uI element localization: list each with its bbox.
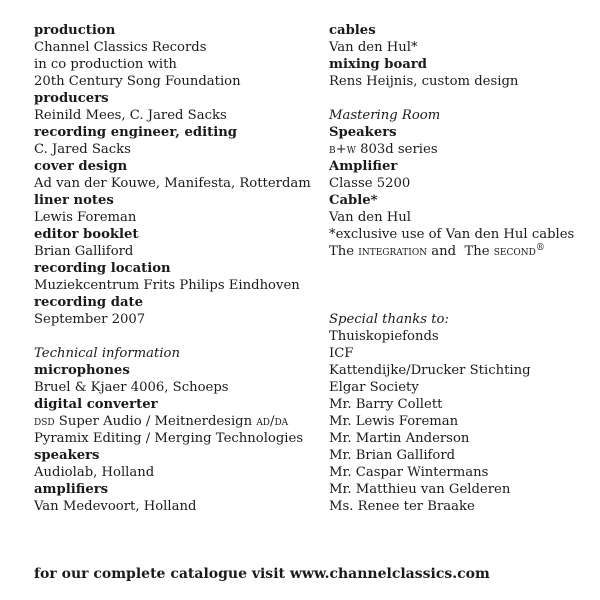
thanks-item: Ms. Renee ter Braake bbox=[329, 499, 475, 514]
production-heading: production bbox=[34, 23, 116, 38]
cover-design-value: Ad van der Kouwe, Manifesta, Rotterdam bbox=[34, 176, 311, 191]
thanks-item: Mr. Matthieu van Gelderen bbox=[329, 482, 511, 497]
mastering-amplifier-heading: Amplifier bbox=[329, 159, 398, 174]
cables-heading: cables bbox=[329, 23, 376, 38]
mastering-speakers-heading: Speakers bbox=[329, 125, 397, 140]
registered-mark: ® bbox=[535, 243, 545, 253]
spacer bbox=[329, 260, 589, 311]
thanks-item: Mr. Brian Galliford bbox=[329, 448, 456, 463]
engineer-heading: recording engineer, editing bbox=[34, 125, 238, 140]
catalogue-footer: for our complete catalogue visit www.channelclassics.com bbox=[34, 566, 490, 582]
production-line-1: Channel Classics Records bbox=[34, 40, 207, 55]
thanks-item: Mr. Caspar Wintermans bbox=[329, 465, 489, 480]
thanks-item: Mr. Barry Collett bbox=[329, 397, 443, 412]
liner-notes-heading: liner notes bbox=[34, 193, 114, 208]
speakers-value: Audiolab, Holland bbox=[34, 465, 155, 480]
production-line-2: in co production with bbox=[34, 57, 177, 72]
digital-converter-heading: digital converter bbox=[34, 397, 158, 412]
amplifiers-heading: amplifiers bbox=[34, 482, 109, 497]
engineer-value: C. Jared Sacks bbox=[34, 142, 131, 157]
thanks-item: Elgar Society bbox=[329, 380, 419, 395]
speakers-heading: speakers bbox=[34, 448, 100, 463]
editor-booklet-heading: editor booklet bbox=[34, 227, 139, 242]
bw-text: b+w bbox=[329, 142, 356, 157]
editing-value: Pyramix Editing / Merging Technologies bbox=[34, 431, 304, 446]
thanks-item: Thuiskopiefonds bbox=[329, 329, 439, 344]
production-line-3: 20th Century Song Foundation bbox=[34, 74, 241, 89]
technical-info-title: Technical information bbox=[34, 346, 180, 361]
thanks-list bbox=[329, 328, 589, 515]
recording-date-heading: recording date bbox=[34, 295, 143, 310]
second-text: second bbox=[493, 244, 536, 259]
mastering-speakers-value bbox=[329, 141, 589, 158]
thanks-item: Mr. Martin Anderson bbox=[329, 431, 470, 446]
integration-second-line bbox=[329, 243, 589, 260]
exclusive-note: *exclusive use of Van den Hul cables bbox=[329, 227, 575, 242]
mastering-amplifier-value: Classe 5200 bbox=[329, 176, 411, 191]
recording-location-value: Muziekcentrum Frits Philips Eindhoven bbox=[34, 278, 300, 293]
mixing-board-heading: mixing board bbox=[329, 57, 427, 72]
mixing-board-value: Rens Heijnis, custom design bbox=[329, 74, 519, 89]
special-thanks-title: Special thanks to: bbox=[329, 312, 449, 327]
thanks-item: Kattendijke/Drucker Stichting bbox=[329, 363, 531, 378]
digital-converter-value bbox=[34, 413, 319, 430]
and-the-text: and The bbox=[427, 244, 494, 259]
recording-location-heading: recording location bbox=[34, 261, 171, 276]
cables-value: Van den Hul* bbox=[329, 40, 418, 55]
series-text: 803d series bbox=[355, 142, 438, 157]
thanks-item: Mr. Lewis Foreman bbox=[329, 414, 459, 429]
recording-date-value: September 2007 bbox=[34, 312, 146, 327]
integration-text: integration bbox=[358, 244, 428, 259]
mastering-room-title: Mastering Room bbox=[329, 108, 441, 123]
spacer bbox=[329, 90, 589, 107]
spacer bbox=[34, 328, 319, 345]
the-text: The bbox=[329, 244, 359, 259]
left-column bbox=[34, 22, 319, 515]
cover-design-heading: cover design bbox=[34, 159, 128, 174]
converter-text: Super Audio / Meitnerdesign bbox=[54, 414, 257, 429]
ad-da-text: ad/da bbox=[256, 414, 289, 429]
thanks-item: ICF bbox=[329, 346, 354, 361]
microphones-heading: microphones bbox=[34, 363, 130, 378]
mastering-cable-heading: Cable* bbox=[329, 193, 378, 208]
producers-value: Reinild Mees, C. Jared Sacks bbox=[34, 108, 227, 123]
editor-booklet-value: Brian Galliford bbox=[34, 244, 134, 259]
right-column bbox=[329, 22, 589, 515]
liner-notes-value: Lewis Foreman bbox=[34, 210, 137, 225]
mastering-cable-value: Van den Hul bbox=[329, 210, 412, 225]
dsd-text: dsd bbox=[34, 414, 55, 429]
amplifiers-value: Van Medevoort, Holland bbox=[34, 499, 197, 514]
producers-heading: producers bbox=[34, 91, 109, 106]
microphones-value: Bruel & Kjaer 4006, Schoeps bbox=[34, 380, 229, 395]
